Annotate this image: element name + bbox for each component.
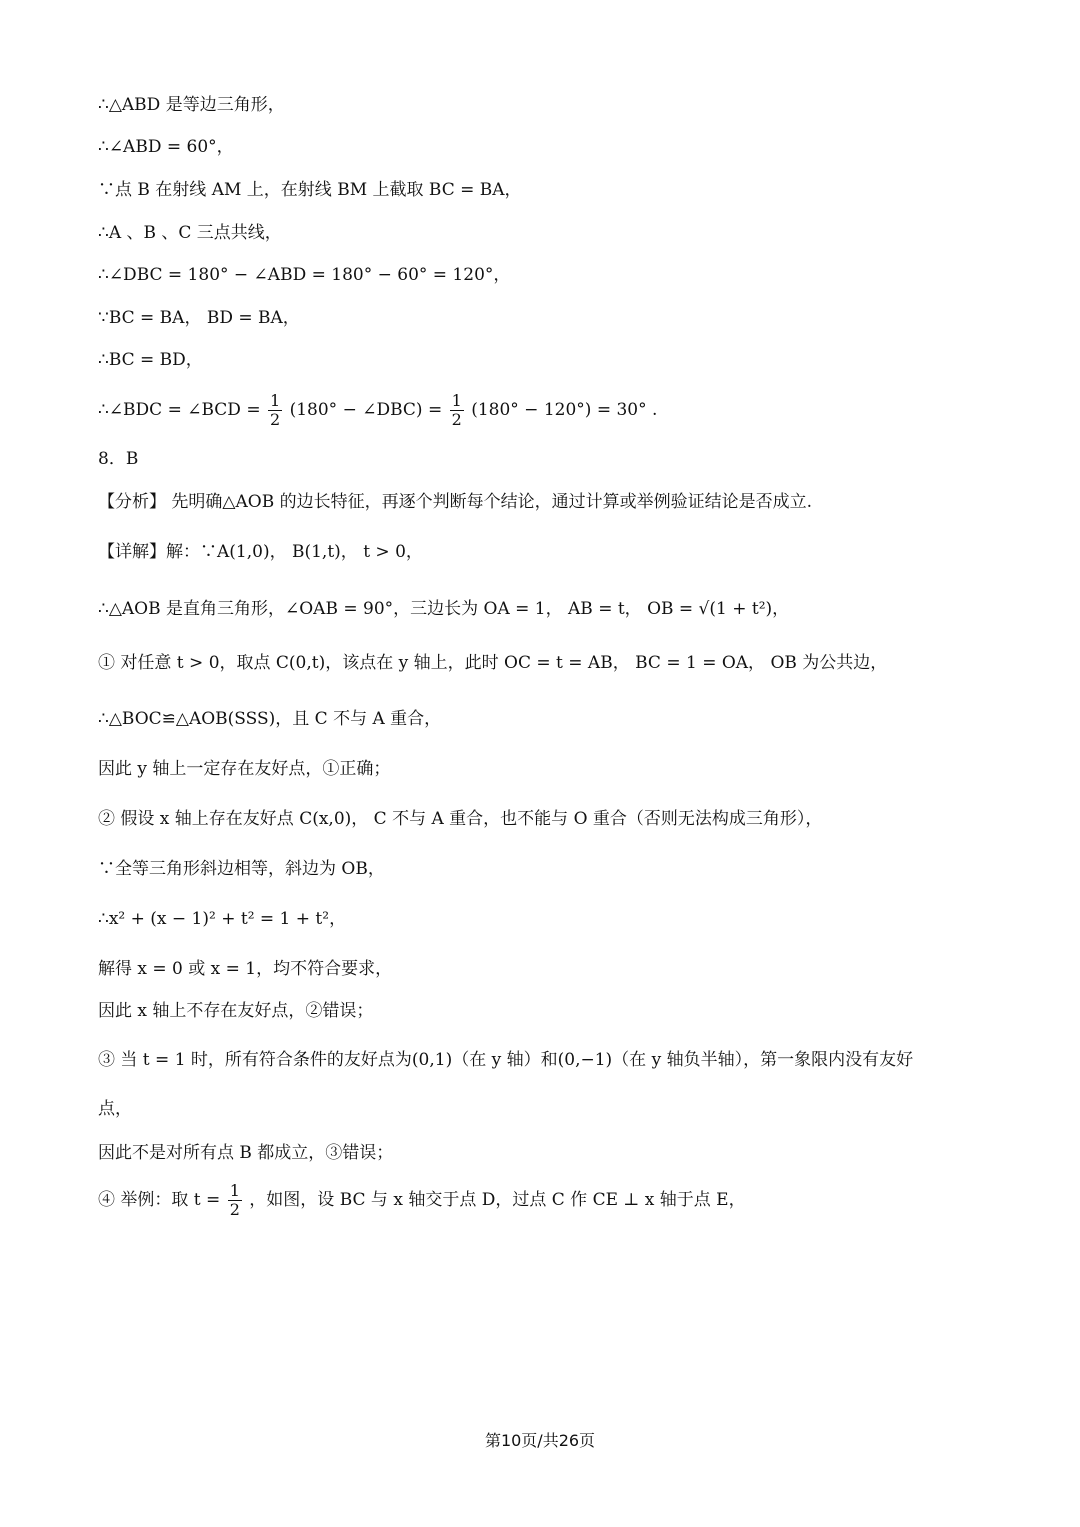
text-line: 因此 y 轴上一定存在友好点，①正确； (98, 759, 391, 779)
text-line: 点， (98, 1099, 132, 1119)
text-line: ∴△BOC≌△AOB(SSS)，且 C 不与 A 重合， (98, 709, 442, 729)
equation-lead: ∴∠BDC = ∠BCD = (98, 400, 261, 420)
fraction-numerator: 1 (270, 391, 281, 410)
text-line: 因此 x 轴上不存在友好点，②错误； (98, 1001, 374, 1021)
text-line: ② 假设 x 轴上存在友好点 C(x,0)， C 不与 A 重合，也不能与 O 重合（否则无法构成三角形）， (98, 809, 823, 829)
text-line: ③ 当 t = 1 时，所有符合条件的友好点为(0,1)（在 y 轴）和(0,−1)（在 y 轴负半轴），第一象限内没有友好 (98, 1050, 914, 1070)
text-line: ∴∠DBC = 180° − ∠ABD = 180° − 60° = 120°， (98, 265, 511, 285)
answer-heading: 8．B (98, 449, 139, 469)
fraction-half (228, 1182, 242, 1219)
text-line: ∴△ABD 是等边三角形， (98, 95, 285, 115)
text-line: ∴△AOB 是直角三角形，∠OAB = 90°，三边长为 OA = 1， AB = t， OB = √(1 + t²)， (98, 599, 790, 619)
analysis-paragraph: 【分析】 先明确△AOB 的边长特征，再逐个判断每个结论，通过计算或举例验证结论是否成立. (98, 492, 812, 512)
fraction-half (268, 392, 282, 429)
equation-middle: (180° − ∠DBC) = (289, 400, 443, 420)
equation-tail: ，如图，设 BC 与 x 轴交于点 D，过点 C 作 CE ⊥ x 轴于点 E， (249, 1190, 746, 1210)
page-footer: 第10页/共26页 (484, 1431, 596, 1450)
equation-lead: ④ 举例：取 t = (98, 1190, 221, 1210)
text-line: ① 对任意 t > 0，取点 C(0,t)，该点在 y 轴上，此时 OC = t = AB， BC = 1 = OA， OB 为公共边， (98, 653, 888, 673)
text-line: ∴x² + (x − 1)² + t² = 1 + t²， (98, 909, 347, 929)
fraction-numerator: 1 (229, 1181, 240, 1200)
text-line: ∵点 B 在射线 AM 上，在射线 BM 上截取 BC = BA， (98, 180, 522, 200)
text-line: ∴BC = BD， (98, 350, 203, 370)
text-line: ∵全等三角形斜边相等，斜边为 OB， (98, 859, 385, 879)
fraction-denominator: 2 (451, 410, 462, 429)
fraction-denominator: 2 (270, 410, 281, 429)
fraction-numerator: 1 (451, 391, 462, 410)
text-line: ∵BC = BA， BD = BA， (98, 308, 300, 328)
fraction-denominator: 2 (229, 1200, 240, 1219)
text-line: 解得 x = 0 或 x = 1，均不符合要求， (98, 959, 393, 979)
text-line: ∴∠ABD = 60°， (98, 137, 234, 157)
text-line: ∴A 、B 、C 三点共线， (98, 223, 282, 243)
solution-intro: 【详解】解：∵A(1,0)， B(1,t)， t > 0， (98, 542, 423, 562)
fraction-half (450, 392, 464, 429)
text-line: 因此不是对所有点 B 都成立，③错误； (98, 1143, 394, 1163)
equation-t (98, 1180, 1020, 1220)
equation-bdc (98, 390, 1020, 430)
equation-tail: (180° − 120°) = 30° . (471, 400, 658, 420)
